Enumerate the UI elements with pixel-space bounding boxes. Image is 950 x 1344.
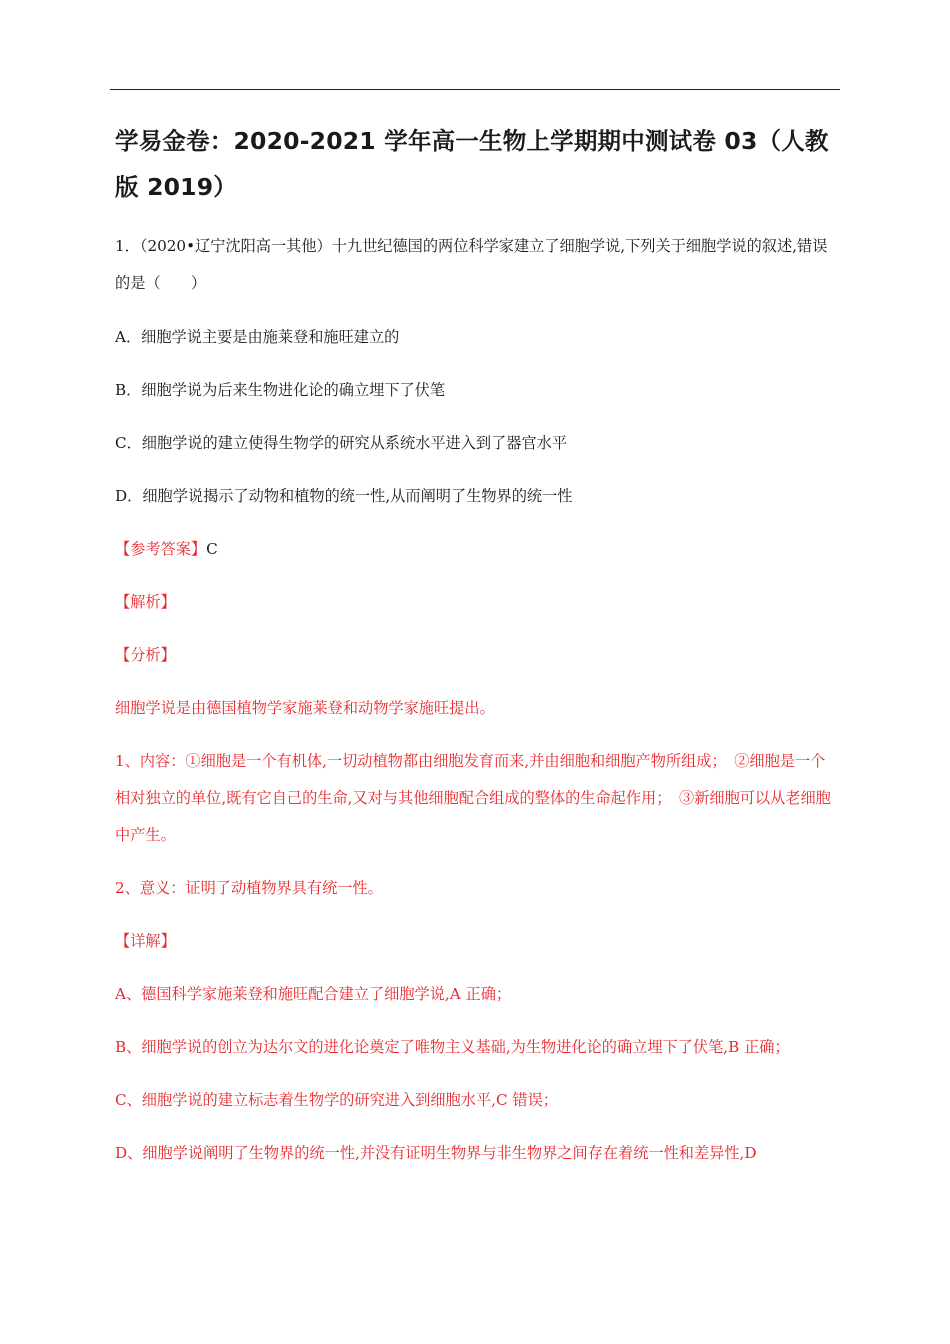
header-rule <box>110 89 840 90</box>
fenxi-intro: 细胞学说是由德国植物学家施莱登和动物学家施旺提出。 <box>115 699 495 717</box>
fenxi-significance: 2、意义：证明了动植物界具有统一性。 <box>115 879 383 897</box>
answer-value: C <box>206 540 218 558</box>
fenxi-content: 1、内容：①细胞是一个有机体,一切动植物都由细胞发育而来,并由细胞和细胞产物所组成； ②细胞是一个相对独立的单位,既有它自己的生命,又对与其他细胞配合组成的整体的生命起作用； ③新细胞可以从老细胞中产生。 <box>115 752 831 844</box>
detail-a: A、德国科学家施莱登和施旺配合建立了细胞学说,A 正确； <box>115 985 512 1003</box>
answer-label: 【参考答案】 <box>115 540 207 558</box>
detail-label: 【详解】 <box>115 932 176 950</box>
option-b: B．细胞学说为后来生物进化论的确立埋下了伏笔 <box>115 381 446 399</box>
detail-d: D、细胞学说阐明了生物界的统一性,并没有证明生物界与非生物界之间存在着统一性和差异性,D <box>115 1144 757 1162</box>
option-a: A．细胞学说主要是由施莱登和施旺建立的 <box>115 328 400 346</box>
document-title: 学易金卷：2020-2021 学年高一生物上学期期中测试卷 03（人教版 2019） <box>115 127 829 201</box>
answer-line <box>115 531 837 568</box>
analysis-label: 【解析】 <box>115 593 176 611</box>
option-c: C．细胞学说的建立使得生物学的研究从系统水平进入到了器官水平 <box>115 434 568 452</box>
detail-b: B、细胞学说的创立为达尔文的进化论奠定了唯物主义基础,为生物进化论的确立埋下了伏笔,B 正确； <box>115 1038 790 1056</box>
question-stem: 1．（2020•辽宁沈阳高一其他）十九世纪德国的两位科学家建立了细胞学说,下列关于细胞学说的叙述,错误的是（ ） <box>115 237 828 292</box>
fenxi-label: 【分析】 <box>115 646 176 664</box>
option-d: D．细胞学说揭示了动物和植物的统一性,从而阐明了生物界的统一性 <box>115 487 573 505</box>
document-page <box>115 118 837 1188</box>
detail-c: C、细胞学说的建立标志着生物学的研究进入到细胞水平,C 错误； <box>115 1091 558 1109</box>
